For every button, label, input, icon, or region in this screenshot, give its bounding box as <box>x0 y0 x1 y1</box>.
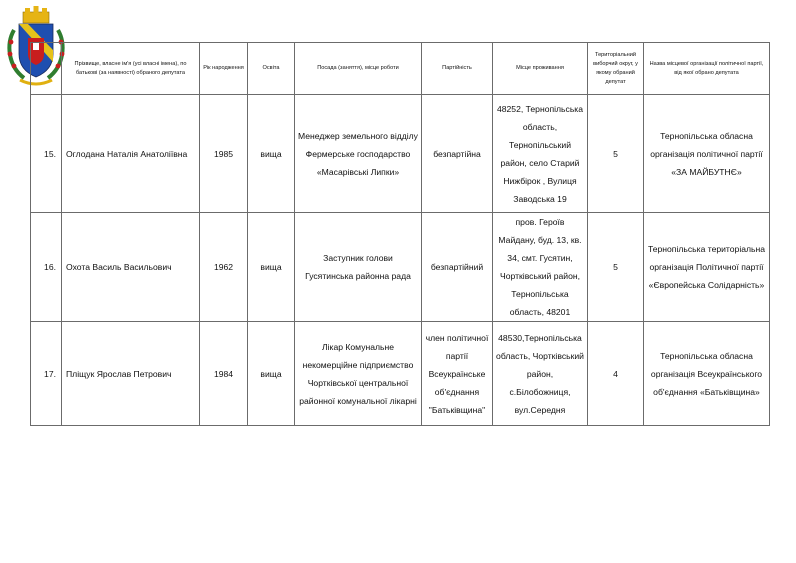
residence: пров. Героїв Майдану, буд. 13, кв. 34, смт. Гусятин, Чортківський район, Тернопільська область, 48201 <box>493 213 588 322</box>
deputy-name: Оглодана Наталія Анатоліївна <box>62 95 200 213</box>
education: вища <box>248 95 295 213</box>
row-number: 16. <box>31 213 62 322</box>
district: 5 <box>588 213 644 322</box>
table-row <box>31 322 770 426</box>
residence: 48252, Тернопільська область, Тернопільський район, село Старий Нижбірок , Вулиця Заводська 19 <box>493 95 588 213</box>
position: Менеджер земельного відділу Фермерське господарство «Масарівські Липки» <box>295 95 422 213</box>
position: Заступник голови Гусятинська районна рада <box>295 213 422 322</box>
education: вища <box>248 213 295 322</box>
residence: 48530,Тернопільська область, Чортківський район, с.Білобожниця, вул.Середня <box>493 322 588 426</box>
header-education: Освіта <box>248 43 295 95</box>
deputies-table <box>30 42 770 426</box>
birth-year: 1985 <box>200 95 248 213</box>
header-position: Посада (заняття), місце роботи <box>295 43 422 95</box>
table-row <box>31 95 770 213</box>
party: безпартійний <box>422 213 493 322</box>
position: Лікар Комунальне некомерційне підприємство Чортківської центральної районної комунальної лікарні <box>295 322 422 426</box>
row-number: 15. <box>31 95 62 213</box>
party: член політичної партії Всеукраїнське об'єднання "Батьківщина" <box>422 322 493 426</box>
district: 4 <box>588 322 644 426</box>
header-year: Рік народження <box>200 43 248 95</box>
district: 5 <box>588 95 644 213</box>
education: вища <box>248 322 295 426</box>
organization: Тернопільська обласна організація політичної партії «ЗА МАЙБУТНЄ» <box>644 95 770 213</box>
header-organization: Назва місцевої організації політичної партії, від якої обрано депутата <box>644 43 770 95</box>
birth-year: 1962 <box>200 213 248 322</box>
party: безпартійна <box>422 95 493 213</box>
table-header-row <box>31 43 770 95</box>
deputy-name: Охота Василь Васильович <box>62 213 200 322</box>
header-residence: Місце проживання <box>493 43 588 95</box>
row-number: 17. <box>31 322 62 426</box>
header-district: Територіальний виборчий округ, у якому обраний депутат <box>588 43 644 95</box>
header-party: Партійність <box>422 43 493 95</box>
deputy-name: Пліщук Ярослав Петрович <box>62 322 200 426</box>
table-row <box>31 213 770 322</box>
header-number <box>31 43 62 95</box>
header-name: Прізвище, власне ім'я (усі власні імена), по батькові (за наявності) обраного депутата <box>62 43 200 95</box>
birth-year: 1984 <box>200 322 248 426</box>
organization: Тернопільська обласна організація Всеукраїнського об'єднання «Батьківщина» <box>644 322 770 426</box>
organization: Тернопільська територіальна організація Політичної партії «Європейська Солідарність» <box>644 213 770 322</box>
